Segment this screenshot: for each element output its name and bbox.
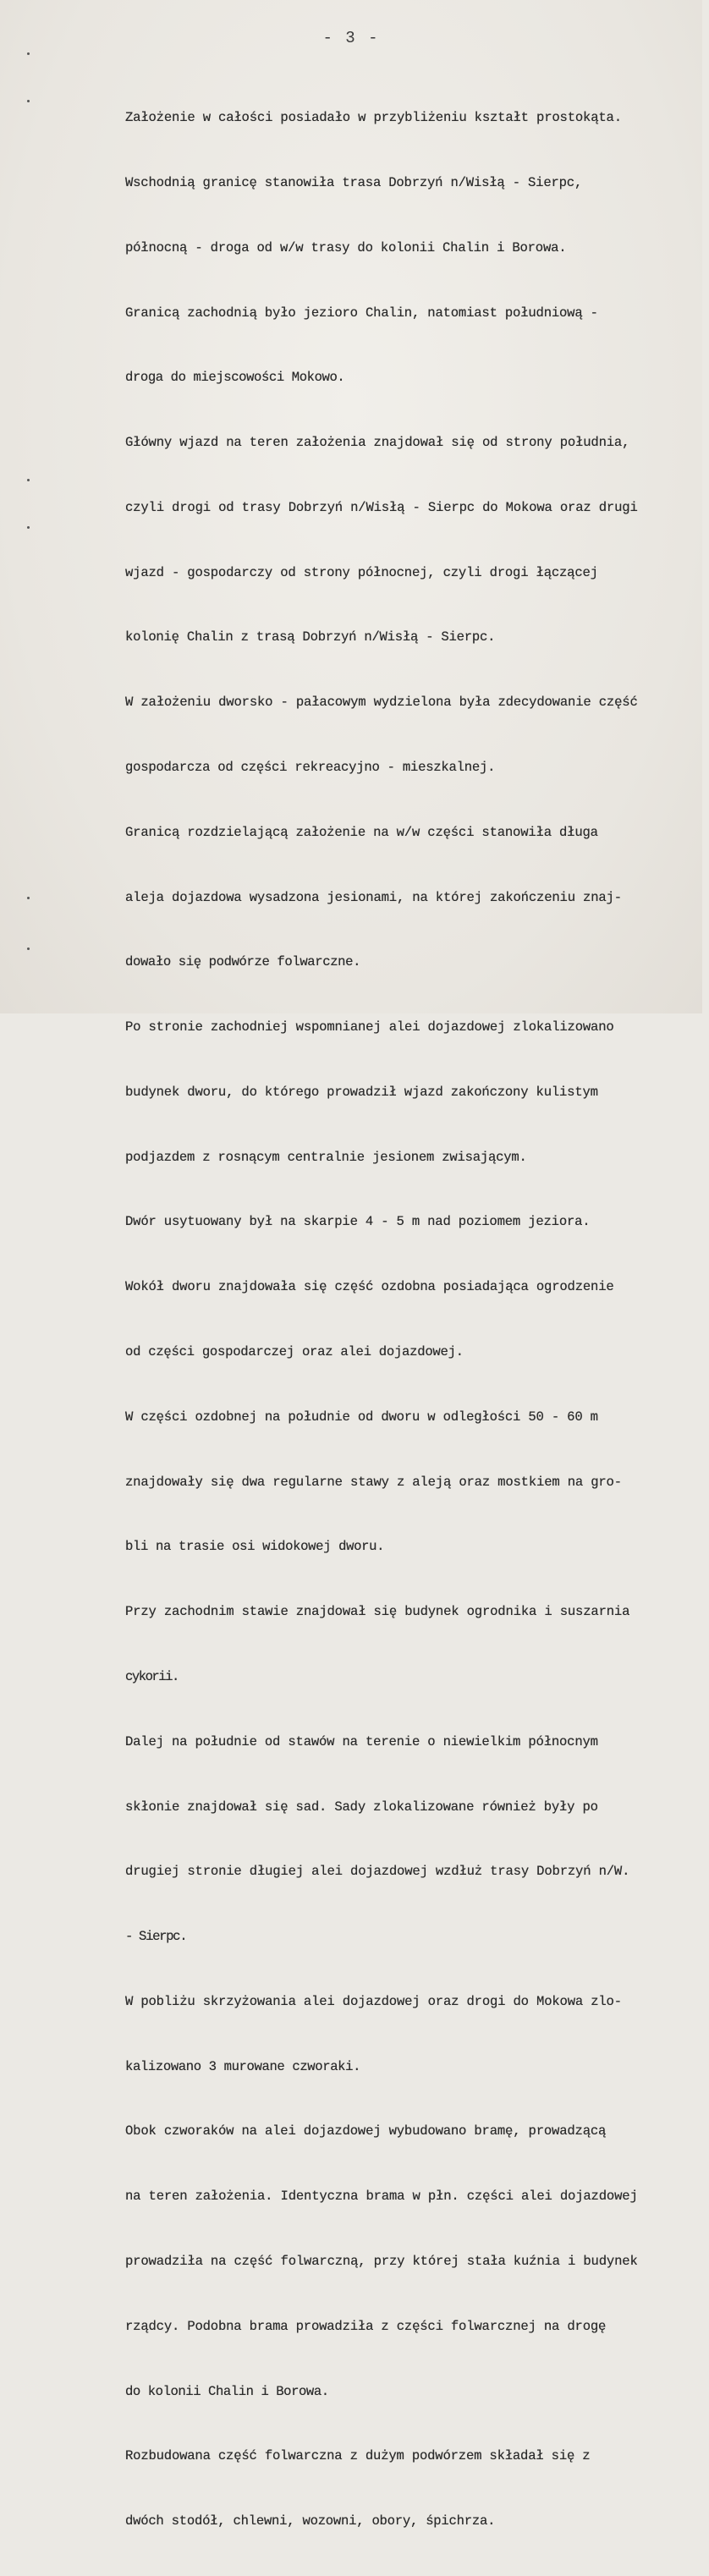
text-line: rządcy. Podobna brama prowadziła z części folwarcznej na drogę: [125, 2318, 607, 2334]
punch-mark: [27, 897, 30, 899]
text-line: Przy zachodnim stawie znajdował się budynek ogrodnika i suszarnia: [125, 1604, 630, 1620]
text-line: czyli drogi od trasy Dobrzyń n/Wisłą - Sierpc do Mokowa oraz drugi: [125, 499, 638, 515]
text-line: Po stronie zachodniej wspomnianej alei dojazdowej zlokalizowano: [125, 1019, 614, 1035]
punch-mark: [27, 526, 30, 529]
text-line: kolonię Chalin z trasą Dobrzyń n/Wisłą - Sierpc.: [125, 629, 496, 645]
text-line: W pobliżu skrzyżowania alei dojazdowej oraz drogi do Mokowa zlo-: [125, 1993, 622, 2009]
text-line: droga do miejscowości Mokowo.: [125, 370, 345, 386]
text-line: Wschodnią granicę stanowiła trasa Dobrzyń n/Wisłą - Sierpc,: [125, 174, 583, 190]
punch-mark: [27, 100, 30, 102]
text-line: północną - droga od w/w trasy do kolonii Chalin i Borowa.: [125, 239, 567, 255]
text-line: od części gospodarczej oraz alei dojazdowej.: [125, 1344, 464, 1360]
text-line: do kolonii Chalin i Borowa.: [125, 2383, 329, 2399]
punch-mark: [27, 947, 30, 950]
body-text: [125, 64, 709, 2576]
text-line: znajdowały się dwa regularne stawy z aleją oraz mostkiem na gro-: [125, 1474, 622, 1490]
text-line: bli na trasie osi widokowej dworu.: [125, 1539, 385, 1555]
text-line: W części ozdobnej na południe od dworu w odległości 50 - 60 m: [125, 1409, 598, 1425]
text-line: gospodarcza od części rekreacyjno - mieszkalnej.: [125, 760, 496, 775]
punch-mark: [27, 52, 30, 55]
text-line: skłonie znajdował się sad. Sady zlokalizowane również były po: [125, 1799, 598, 1815]
text-line: Dalej na południe od stawów na terenie o niewielkim północnym: [125, 1733, 598, 1749]
text-line: budynek dworu, do którego prowadził wjazd zakończony kulistym: [125, 1084, 598, 1100]
text-line: na teren założenia. Identyczna brama w płn. części alei dojazdowej: [125, 2189, 638, 2205]
punch-mark: [27, 479, 30, 481]
text-line: Wokół dworu znajdowała się część ozdobna posiadająca ogrodzenie: [125, 1279, 614, 1295]
text-line: wjazd - gospodarczy od strony północnej, czyli drogi łączącej: [125, 564, 598, 580]
text-line: drugiej stronie długiej alei dojazdowej wzdłuż trasy Dobrzyń n/W.: [125, 1864, 630, 1880]
text-line: Granicą zachodnią było jezioro Chalin, natomiast południową -: [125, 305, 598, 321]
page-number: - 3 -: [322, 29, 380, 47]
text-line: W założeniu dworsko - pałacowym wydzielona była zdecydowanie część: [125, 695, 638, 711]
text-line: Rozbudowana część folwarczna z dużym podwórzem składał się z: [125, 2448, 591, 2464]
text-line: Granicą rozdzielającą założenie na w/w części stanowiła długa: [125, 824, 598, 840]
text-line: podjazdem z rosnącym centralnie jesionem zwisającym.: [125, 1149, 527, 1165]
text-line: - Sierpc.: [125, 1929, 187, 1945]
text-line: aleja dojazdowa wysadzona jesionami, na której zakończeniu znaj-: [125, 889, 622, 905]
text-line: dwóch stodół, chlewni, wozowni, obory, śpichrza.: [125, 2513, 496, 2529]
text-line: Dwór usytuowany był na skarpie 4 - 5 m nad poziomem jeziora.: [125, 1214, 591, 1230]
text-line: prowadziła na część folwarczną, przy której stała kuźnia i budynek: [125, 2253, 638, 2269]
text-line: Założenie w całości posiadało w przybliżeniu kształt prostokąta.: [125, 110, 622, 126]
text-line: kalizowano 3 murowane czworaki.: [125, 2058, 361, 2074]
text-line: dowało się podwórze folwarczne.: [125, 954, 361, 970]
text-line: Główny wjazd na teren założenia znajdował się od strony południa,: [125, 435, 630, 451]
text-line: cykorii.: [125, 1668, 179, 1684]
text-line: Obok czworaków na alei dojazdowej wybudowano bramę, prowadzącą: [125, 2123, 607, 2139]
